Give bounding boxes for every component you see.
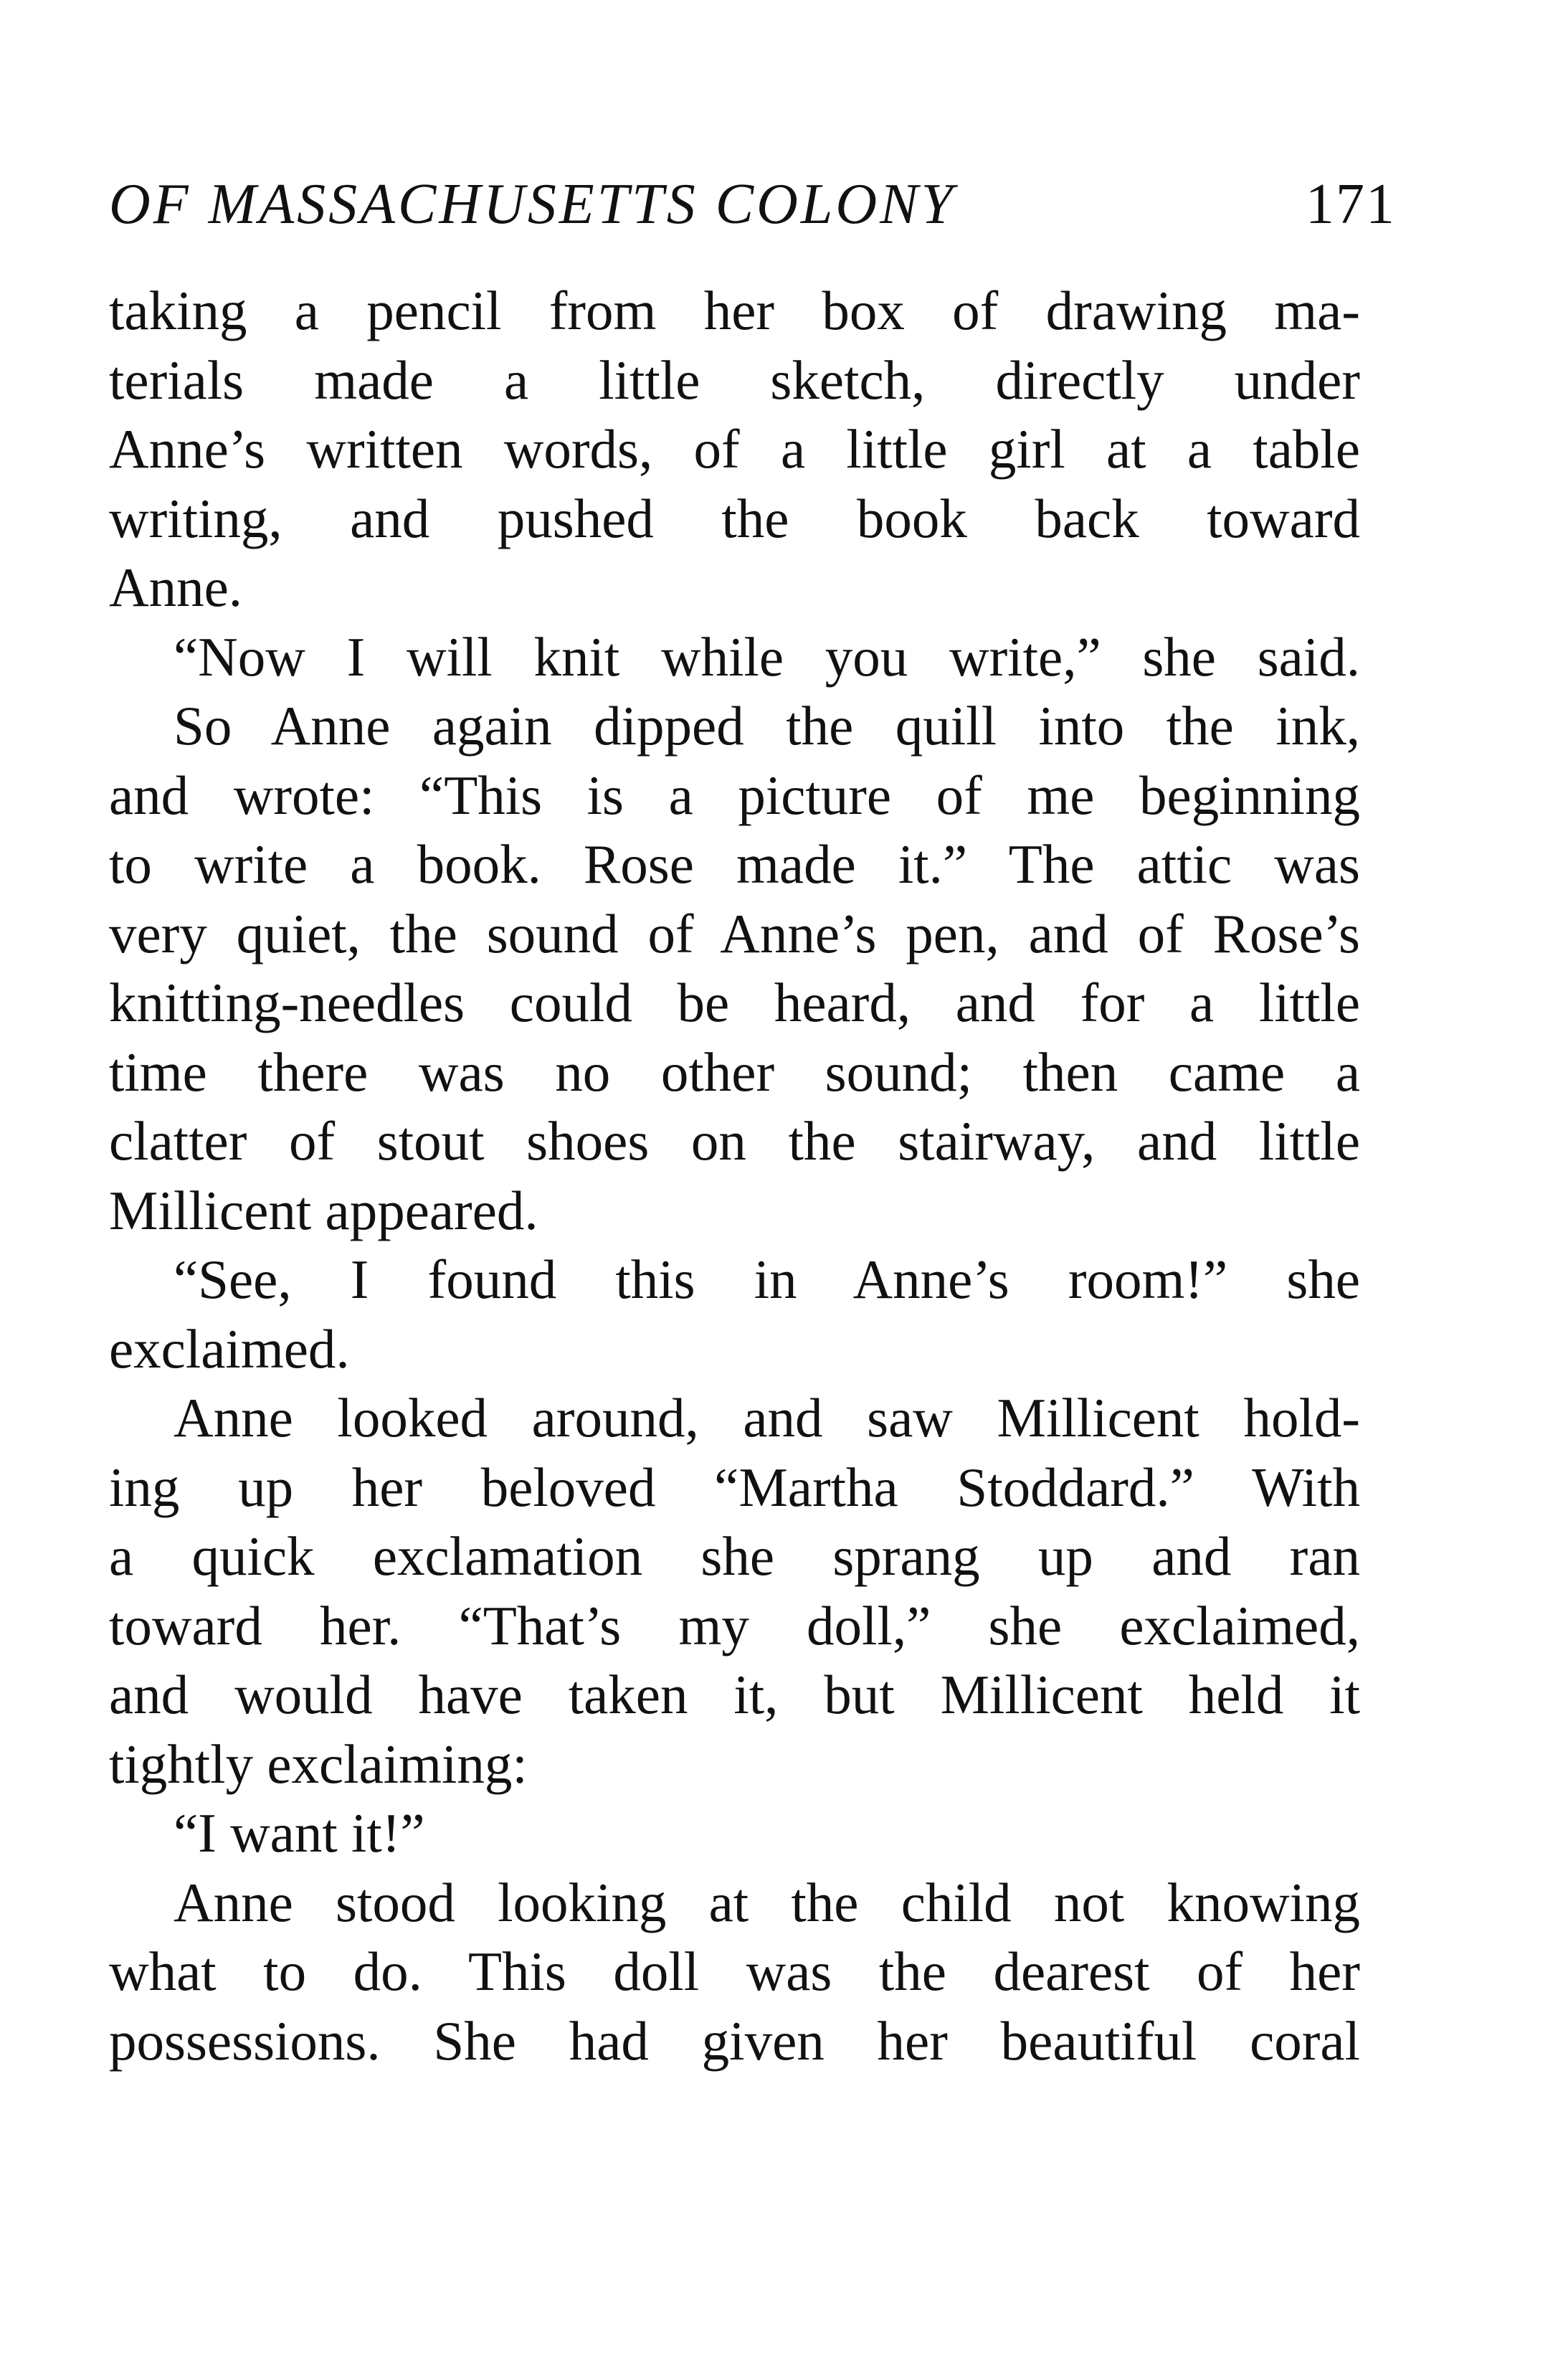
- text-line: toward her. “That’s my doll,” she exclaimed,: [109, 1594, 1360, 1657]
- text-line: Anne’s written words, of a little girl at a table: [109, 418, 1360, 480]
- text-line: writing, and pushed the book back toward: [109, 487, 1360, 549]
- text-line: “See, I found this in Anne’s room!” she: [174, 1248, 1360, 1310]
- text-line: what to do. This doll was the dearest of her: [109, 1940, 1360, 2002]
- text-line: “I want it!”: [174, 1802, 425, 1864]
- text-line: time there was no other sound; then came a: [109, 1041, 1360, 1103]
- page-number: 171: [1306, 173, 1396, 236]
- running-head: [109, 172, 1396, 237]
- text-line: to write a book. Rose made it.” The attic was: [109, 833, 1360, 895]
- text-line: Millicent appeared.: [109, 1179, 538, 1241]
- running-title: OF MASSACHUSETTS COLONY: [109, 173, 956, 236]
- text-line: terials made a little sketch, directly under: [109, 349, 1360, 411]
- text-line: ing up her beloved “Martha Stoddard.” With: [109, 1456, 1360, 1518]
- text-line: a quick exclamation she sprang up and ran: [109, 1525, 1360, 1587]
- text-line: clatter of stout shoes on the stairway, and little: [109, 1110, 1360, 1172]
- text-line: and would have taken it, but Millicent held it: [109, 1664, 1360, 1725]
- text-line: So Anne again dipped the quill into the ink,: [174, 695, 1360, 757]
- text-line: very quiet, the sound of Anne’s pen, and of Rose’s: [109, 902, 1360, 965]
- text-line: tightly exclaiming:: [109, 1733, 528, 1795]
- text-line: Anne stood looking at the child not knowing: [174, 1871, 1360, 1933]
- text-line: exclaimed.: [109, 1317, 350, 1380]
- text-line: knitting-needles could be heard, and for a little: [109, 972, 1360, 1033]
- text-line: “Now I will knit while you write,” she said.: [174, 625, 1360, 688]
- body-text: [109, 276, 1360, 2075]
- text-line: and wrote: “This is a picture of me beginning: [109, 764, 1360, 826]
- text-line: taking a pencil from her box of drawing ma-: [109, 280, 1360, 341]
- text-line: Anne looked around, and saw Millicent hold-: [174, 1387, 1360, 1449]
- text-line: possessions. She had given her beautiful coral: [109, 2009, 1360, 2072]
- text-line: Anne.: [109, 556, 243, 618]
